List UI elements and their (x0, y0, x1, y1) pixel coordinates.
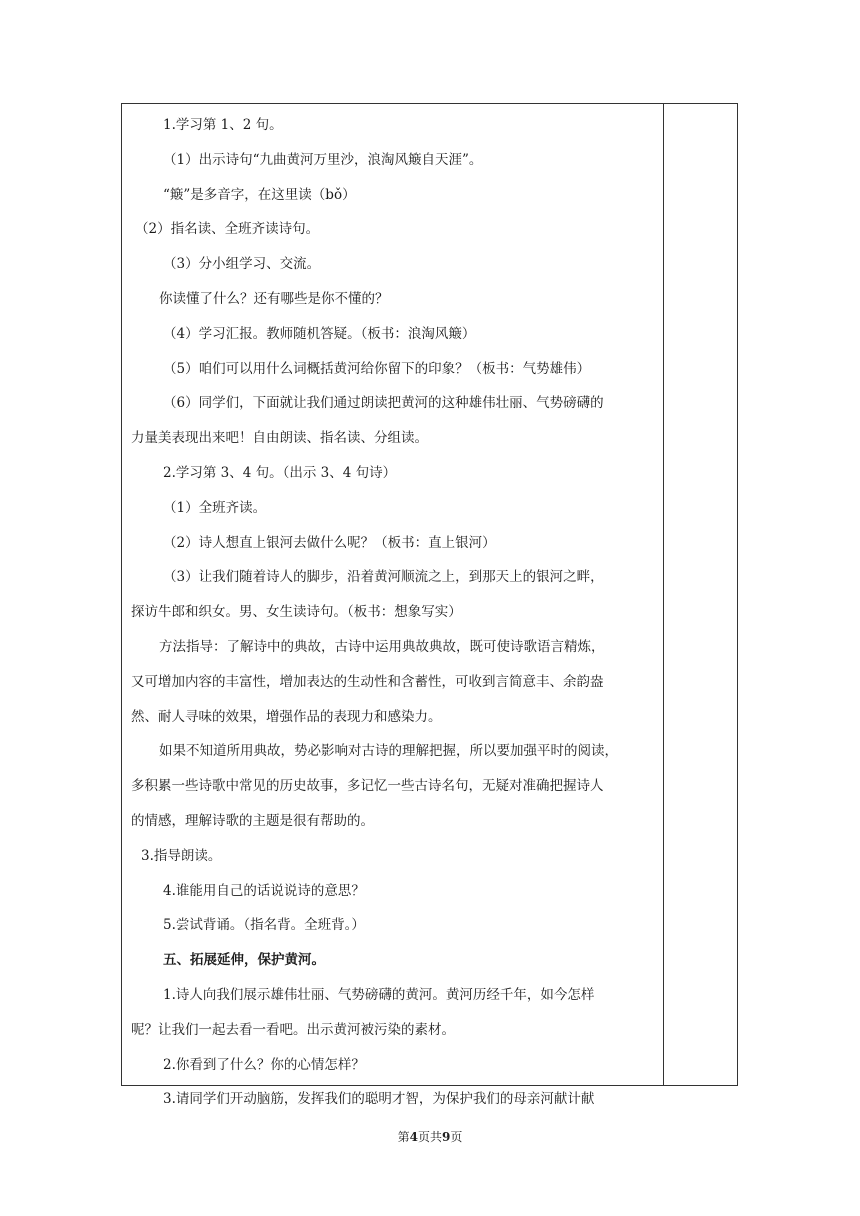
text-line: 探访牛郎和织女。男、女生读诗句。（板书：想象写实） (131, 604, 462, 621)
text-line: （6）同学们，下面就让我们通过朗读把黄河的这种雄伟壮丽、气势磅礴的 (163, 395, 604, 412)
text-line: 的情感，理解诗歌的主题是很有帮助的。 (131, 812, 374, 829)
text-line: （5）咱们可以用什么词概括黄河给你留下的印象？（板书：气势雄伟） (163, 360, 591, 377)
text-line: 5.尝试背诵。（指名背。全班背。） (163, 917, 365, 934)
text-line: 如果不知道所用典故，势必影响对古诗的理解把握，所以要加强平时的阅读， (159, 743, 618, 760)
total-pages-number: 9 (442, 1130, 451, 1144)
text-line: 呢？让我们一起去看一看吧。出示黄河被污染的素材。 (131, 1021, 455, 1038)
footer-suffix: 页 (450, 1130, 463, 1144)
section-heading: 五、拓展延伸，保护黄河。 (163, 952, 325, 969)
table-column-divider (663, 103, 664, 1086)
text-line: “簸”是多音字，在这里读（bǒ） (163, 186, 356, 203)
current-page-number: 4 (409, 1130, 418, 1144)
text-line: 1.学习第 1、2 句。 (163, 117, 283, 133)
text-line: 2.你看到了什么？你的心情怎样？ (163, 1056, 365, 1073)
text-line: 2.学习第 3、4 句。（出示 3、4 句诗） (163, 464, 397, 481)
text-line: 3.请同学们开动脑筋，发挥我们的聪明才智，为保护我们的母亲河献计献 (163, 1091, 595, 1108)
text-line: 4.谁能用自己的话说说诗的意思？ (163, 882, 365, 899)
text-line: 你读懂了什么？还有哪些是你不懂的？ (159, 290, 389, 307)
text-line: 多积累一些诗歌中常见的历史故事，多记忆一些古诗名句，无疑对准确把握诗人 (131, 778, 604, 795)
text-line: （3）分小组学习、交流。 (163, 256, 321, 273)
text-line: （1）出示诗句“九曲黄河万里沙，浪淘风簸自天涯”。 (163, 151, 483, 168)
footer-mid: 页共 (417, 1130, 442, 1144)
text-line: （2）指名读、全班齐读诗句。 (135, 221, 320, 238)
text-line: 然、耐人寻味的效果，增强作品的表现力和感染力。 (131, 708, 442, 725)
text-line: 1.诗人向我们展示雄伟壮丽、气势磅礴的黄河。黄河历经千年，如今怎样 (163, 986, 595, 1003)
text-line: （1）全班齐读。 (163, 499, 267, 516)
page-footer (0, 1128, 860, 1145)
text-line: （4）学习汇报。教师随机答疑。（板书：浪淘风簸） (163, 325, 476, 342)
text-line: 方法指导：了解诗中的典故，古诗中运用典故典故，既可使诗歌语言精炼， (159, 638, 605, 655)
text-line: 力量美表现出来吧！自由朗读、指名读、分组读。 (131, 430, 428, 447)
text-line: 又可增加内容的丰富性，增加表达的生动性和含蓄性，可收到言简意丰、余韵盎 (131, 673, 604, 690)
footer-prefix: 第 (397, 1130, 410, 1144)
text-line: （2）诗人想直上银河去做什么呢？（板书：直上银河） (163, 534, 496, 551)
text-line: 3.指导朗读。 (141, 847, 222, 864)
text-line: （3）让我们随着诗人的脚步，沿着黄河顺流之上，到那天上的银河之畔， (163, 569, 604, 586)
lesson-content (131, 108, 657, 1117)
